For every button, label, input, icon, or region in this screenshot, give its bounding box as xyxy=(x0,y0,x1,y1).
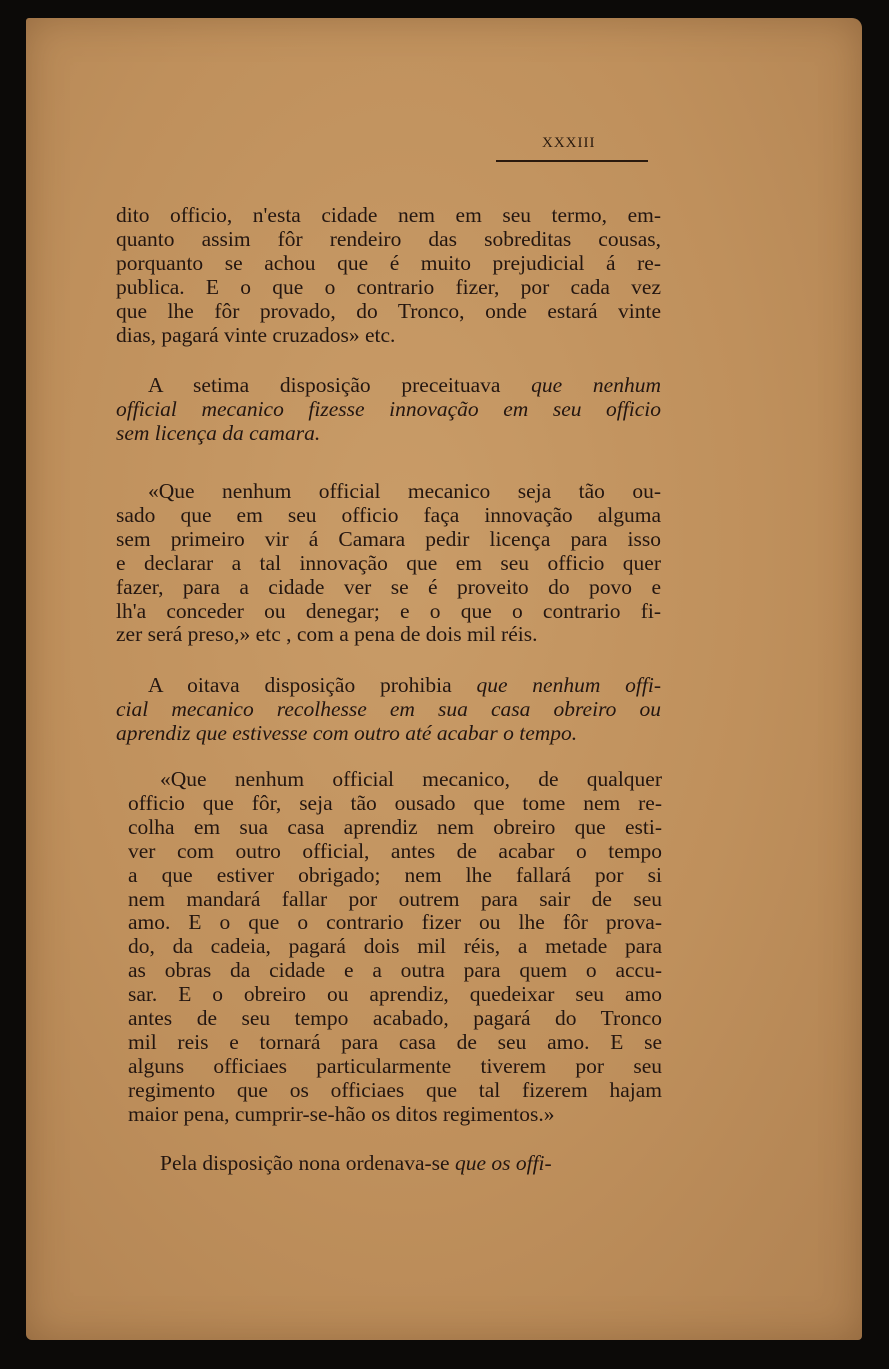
text-line xyxy=(128,1152,662,1176)
text-line: antes de seu tempo acabado, pagará do Tronco xyxy=(128,1006,662,1031)
text-line: «Que nenhum official mecanico, de qualquer xyxy=(160,767,662,791)
italic-text: que os offi- xyxy=(454,1151,552,1175)
text-line xyxy=(116,374,661,398)
text-line: as obras da cidade e a outra para quem o accu- xyxy=(128,958,662,983)
text-line: sado que em seu officio faça innovação alguma xyxy=(116,502,661,527)
text-line: e declarar a tal innovação que em seu officio quer xyxy=(116,550,661,575)
text-line: porquanto se achou que é muito prejudicial á re- xyxy=(116,250,661,275)
text-line: que lhe fôr provado, do Tronco, onde estará vinte xyxy=(116,298,661,323)
text-line: nem mandará fallar por outrem para sair de seu xyxy=(128,886,662,911)
italic-text-line: official mecanico fizesse innovação em seu officio xyxy=(116,396,661,421)
page-number: XXXIII xyxy=(542,135,596,151)
text-line: fazer, para a cidade ver se é proveito do povo e xyxy=(116,574,661,599)
text-line: «Que nenhum official mecanico seja tão ou- xyxy=(148,479,661,503)
text-line: regimento que os officiaes que tal fizerem hajam xyxy=(128,1077,662,1102)
text-line: quanto assim fôr rendeiro das sobreditas cousas, xyxy=(116,226,661,251)
text-line: zer será preso,» etc , com a pena de dois mil réis. xyxy=(116,622,538,647)
text-line: mil reis e tornará para casa de seu amo. E se xyxy=(128,1029,662,1054)
text-span: Pela disposição nona ordenava-se xyxy=(160,1151,455,1175)
paragraph-4 xyxy=(116,674,661,746)
text-line: maior pena, cumprir-se-hão os ditos regimentos.» xyxy=(128,1101,555,1126)
text-span: A oitava disposição prohibia xyxy=(148,673,477,697)
paragraph-3 xyxy=(116,480,661,647)
text-line xyxy=(116,674,661,698)
italic-text-line: sem licença da camara. xyxy=(116,420,321,445)
text-line: dias, pagará vinte cruzados» etc. xyxy=(116,322,396,347)
paragraph-1 xyxy=(116,204,661,347)
text-line: lh'a conceder ou denegar; e o que o contrario fi- xyxy=(116,598,661,623)
text-line: publica. E o que o contrario fizer, por cada vez xyxy=(116,274,661,299)
italic-text: que nenhum xyxy=(531,373,661,397)
text-line: alguns officiaes particularmente tiverem por seu xyxy=(128,1053,662,1078)
text-line: officio que fôr, seja tão ousado que tome nem re- xyxy=(128,790,662,815)
text-line: amo. E o que o contrario fizer ou lhe fôr prova- xyxy=(128,910,662,935)
paragraph-5 xyxy=(128,768,662,1127)
text-span: A setima disposição preceituava xyxy=(148,373,532,397)
header-rule xyxy=(496,160,648,162)
text-line: a que estiver obrigado; nem lhe fallará por si xyxy=(128,862,662,887)
italic-text: que nenhum offi- xyxy=(476,673,661,697)
italic-text-line: cial mecanico recolhesse em sua casa obreiro ou xyxy=(116,696,661,721)
text-line: do, da cadeia, pagará dois mil réis, a metade para xyxy=(128,934,662,959)
text-line: dito officio, n'esta cidade nem em seu termo, em- xyxy=(116,203,661,227)
paragraph-2 xyxy=(116,374,661,446)
text-line: sem primeiro vir á Camara pedir licença para isso xyxy=(116,526,661,551)
text-line: sar. E o obreiro ou aprendiz, quedeixar seu amo xyxy=(128,982,662,1007)
italic-text-line: aprendiz que estivesse com outro até acabar o tempo. xyxy=(116,720,578,745)
text-line: colha em sua casa aprendiz nem obreiro que esti- xyxy=(128,814,662,839)
text-line: ver com outro official, antes de acabar o tempo xyxy=(128,838,662,863)
paragraph-6 xyxy=(128,1152,662,1176)
